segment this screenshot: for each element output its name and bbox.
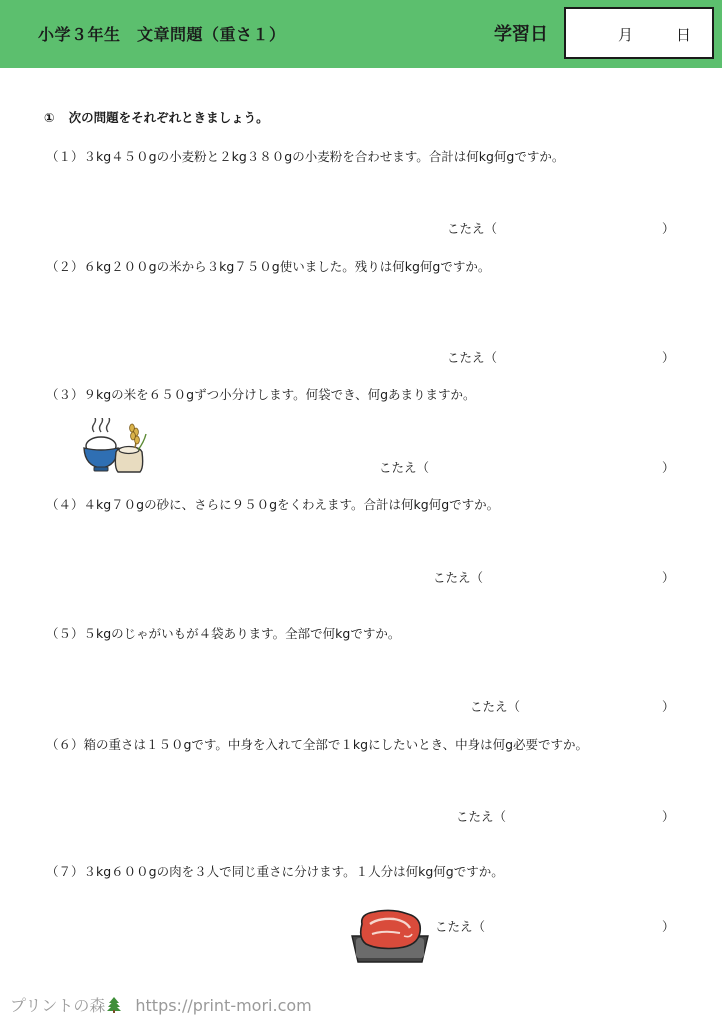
study-date-label: 学習日 [494,24,548,45]
answer-label-5: こたえ（ [470,699,521,714]
answer-label-2: こたえ（ [447,350,498,365]
footer [10,993,312,1016]
worksheet-title: 小学３年生 文章問題（重さ１） [38,25,286,44]
answer-label-1: こたえ（ [447,221,498,236]
answer-label-3: こたえ（ [379,460,430,475]
question-5: （５）５kgのじゃがいもが４袋あります。全部で何kgですか。 [46,626,401,641]
footer-url[interactable]: https://print-mori.com [135,996,312,1015]
question-3: （３）９kgの米を６５０gずつ小分けします。何袋でき、何gあまりますか。 [46,387,476,402]
section-heading [44,108,269,126]
question-6: （６）箱の重さは１５０gです。中身を入れて全部で１kgにしたいとき、中身は何g必要ですか。 [46,737,589,752]
footer-brand: プリントの森 [10,996,106,1015]
answer-close-5: ） [662,699,675,714]
answer-close-2: ） [662,350,675,365]
answer-close-3: ） [662,460,675,475]
question-2: （２）６kg２００gの米から３kg７５０g使いました。残りは何kg何gですか。 [46,259,491,274]
question-4: （４）４kg７０gの砂に、さらに９５０gをくわえます。合計は何kg何gですか。 [46,497,500,512]
question-7: （７）３kg６００gの肉を３人で同じ重さに分けます。１人分は何kg何gですか。 [46,864,504,879]
answer-label-6: こたえ（ [456,809,507,824]
answer-close-4: ） [662,570,675,585]
study-date-box[interactable] [564,7,714,59]
question-1: （１）３kg４５０gの小麦粉と２kg３８０gの小麦粉を合わせます。合計は何kg何gですか。 [46,149,565,164]
rice-bowl-and-sack-icon [80,418,150,476]
answer-close-7: ） [662,919,675,934]
tree-icon [107,997,121,1013]
section-number: ① [44,110,55,125]
section-instruction: 次の問題をそれぞれときましょう。 [68,110,269,125]
meat-on-tray-icon [348,906,432,968]
day-label: 日 [676,26,692,44]
header-bar [0,0,722,68]
answer-label-7: こたえ（ [435,919,486,934]
answer-label-4: こたえ（ [433,570,484,585]
month-label: 月 [618,26,634,44]
answer-close-1: ） [662,221,675,236]
answer-close-6: ） [662,809,675,824]
